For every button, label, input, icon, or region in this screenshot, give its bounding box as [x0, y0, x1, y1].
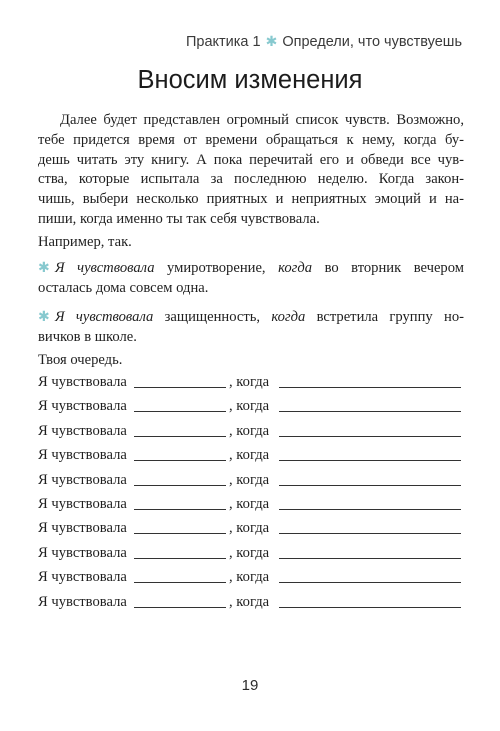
when-blank-line[interactable]	[279, 411, 461, 412]
fill-in-row	[38, 472, 464, 496]
fill-in-row	[38, 423, 464, 447]
intro-line: Далее будет представлен огромный список чувств. Возможно,	[60, 112, 464, 128]
fill-row-when-label: , когда	[229, 593, 270, 610]
star-bullet-icon: ✱	[38, 260, 50, 276]
feeling-blank-line[interactable]	[134, 607, 226, 608]
page-number: 19	[241, 677, 259, 694]
example-item	[38, 258, 464, 298]
when-blank-line[interactable]	[279, 460, 461, 461]
fill-row-label: Я чувствовала	[38, 422, 127, 439]
feeling-blank-line[interactable]	[134, 411, 226, 412]
when-blank-line[interactable]	[279, 436, 461, 437]
example-line	[55, 258, 464, 278]
fill-row-label: Я чувствовала	[38, 495, 127, 512]
feeling-blank-line[interactable]	[134, 436, 226, 437]
example-text: защищенность,	[153, 309, 272, 325]
fill-in-row	[38, 594, 464, 618]
when-blank-line[interactable]	[279, 533, 461, 534]
fill-row-when-label: , когда	[229, 495, 270, 512]
intro-line: чишь, выбери несколько приятных и неприятных эмоций и на-	[38, 191, 464, 208]
fill-row-label: Я чувствовала	[38, 471, 127, 488]
fill-row-label: Я чувствовала	[38, 398, 127, 415]
example-label: Например, так.	[38, 234, 132, 250]
intro-line: тебе придется время от времени обращаться к нему, когда бу-	[38, 131, 464, 148]
feeling-blank-line[interactable]	[134, 582, 226, 583]
feeling-blank-line[interactable]	[134, 558, 226, 559]
when-blank-line[interactable]	[279, 387, 461, 388]
running-head-chapter: Определи, что чувствуешь	[282, 34, 462, 50]
your-turn-label: Твоя очередь.	[38, 352, 123, 368]
when-blank-line[interactable]	[279, 582, 461, 583]
example-italic: Я чувствовала	[55, 260, 155, 276]
feeling-blank-line[interactable]	[134, 460, 226, 461]
fill-row-label: Я чувствовала	[38, 593, 127, 610]
example-line: вичков в школе.	[38, 329, 137, 345]
example-text: во вторник вечером	[312, 260, 464, 276]
example-line: осталась дома совсем одна.	[38, 280, 209, 296]
feeling-blank-line[interactable]	[134, 533, 226, 534]
fill-row-when-label: , когда	[229, 422, 270, 439]
page-title: Вносим изменения	[137, 66, 363, 94]
example-item	[38, 307, 464, 347]
fill-row-label: Я чувствовала	[38, 569, 127, 586]
example-italic: когда	[271, 309, 306, 325]
fill-in-row	[38, 569, 464, 593]
example-text: умиротворение,	[154, 260, 279, 276]
fill-in-row	[38, 447, 464, 471]
intro-line: пиши, когда именно ты так себя чувствовала.	[38, 210, 320, 227]
fill-in-row	[38, 520, 464, 544]
fill-row-when-label: , когда	[229, 398, 270, 415]
feeling-blank-line[interactable]	[134, 485, 226, 486]
when-blank-line[interactable]	[279, 558, 461, 559]
example-italic: Я чувствовала	[55, 309, 154, 325]
fill-row-when-label: , когда	[229, 569, 270, 586]
fill-in-list	[38, 374, 464, 618]
feeling-blank-line[interactable]	[134, 387, 226, 388]
fill-in-row	[38, 545, 464, 569]
when-blank-line[interactable]	[279, 485, 461, 486]
intro-line: дешь читать эту книгу. А пока перечитай его и обведи все чув-	[38, 151, 464, 168]
fill-row-label: Я чувствовала	[38, 374, 127, 390]
intro-paragraph	[38, 111, 464, 230]
star-bullet-icon: ✱	[38, 309, 50, 325]
fill-row-when-label: , когда	[229, 447, 270, 464]
running-head-section: Практика 1	[185, 34, 261, 50]
when-blank-line[interactable]	[279, 607, 461, 608]
fill-row-when-label: , когда	[229, 374, 270, 390]
example-line	[55, 307, 464, 327]
example-italic: когда	[278, 260, 313, 276]
when-blank-line[interactable]	[279, 509, 461, 510]
fill-row-when-label: , когда	[229, 544, 270, 561]
fill-in-row	[38, 496, 464, 520]
fill-row-label: Я чувствовала	[38, 544, 127, 561]
fill-in-row	[38, 398, 464, 422]
example-text: встретила группу но-	[305, 309, 464, 325]
fill-row-label: Я чувствовала	[38, 520, 127, 537]
feeling-blank-line[interactable]	[134, 509, 226, 510]
fill-row-label: Я чувствовала	[38, 447, 127, 464]
fill-in-row	[38, 374, 464, 398]
fill-row-when-label: , когда	[229, 471, 270, 488]
star-separator-icon: ✱	[265, 33, 278, 49]
intro-line: ства, которые испытала за последнюю неделю. Когда закон-	[38, 171, 464, 188]
fill-row-when-label: , когда	[229, 520, 270, 537]
running-head	[186, 33, 462, 50]
